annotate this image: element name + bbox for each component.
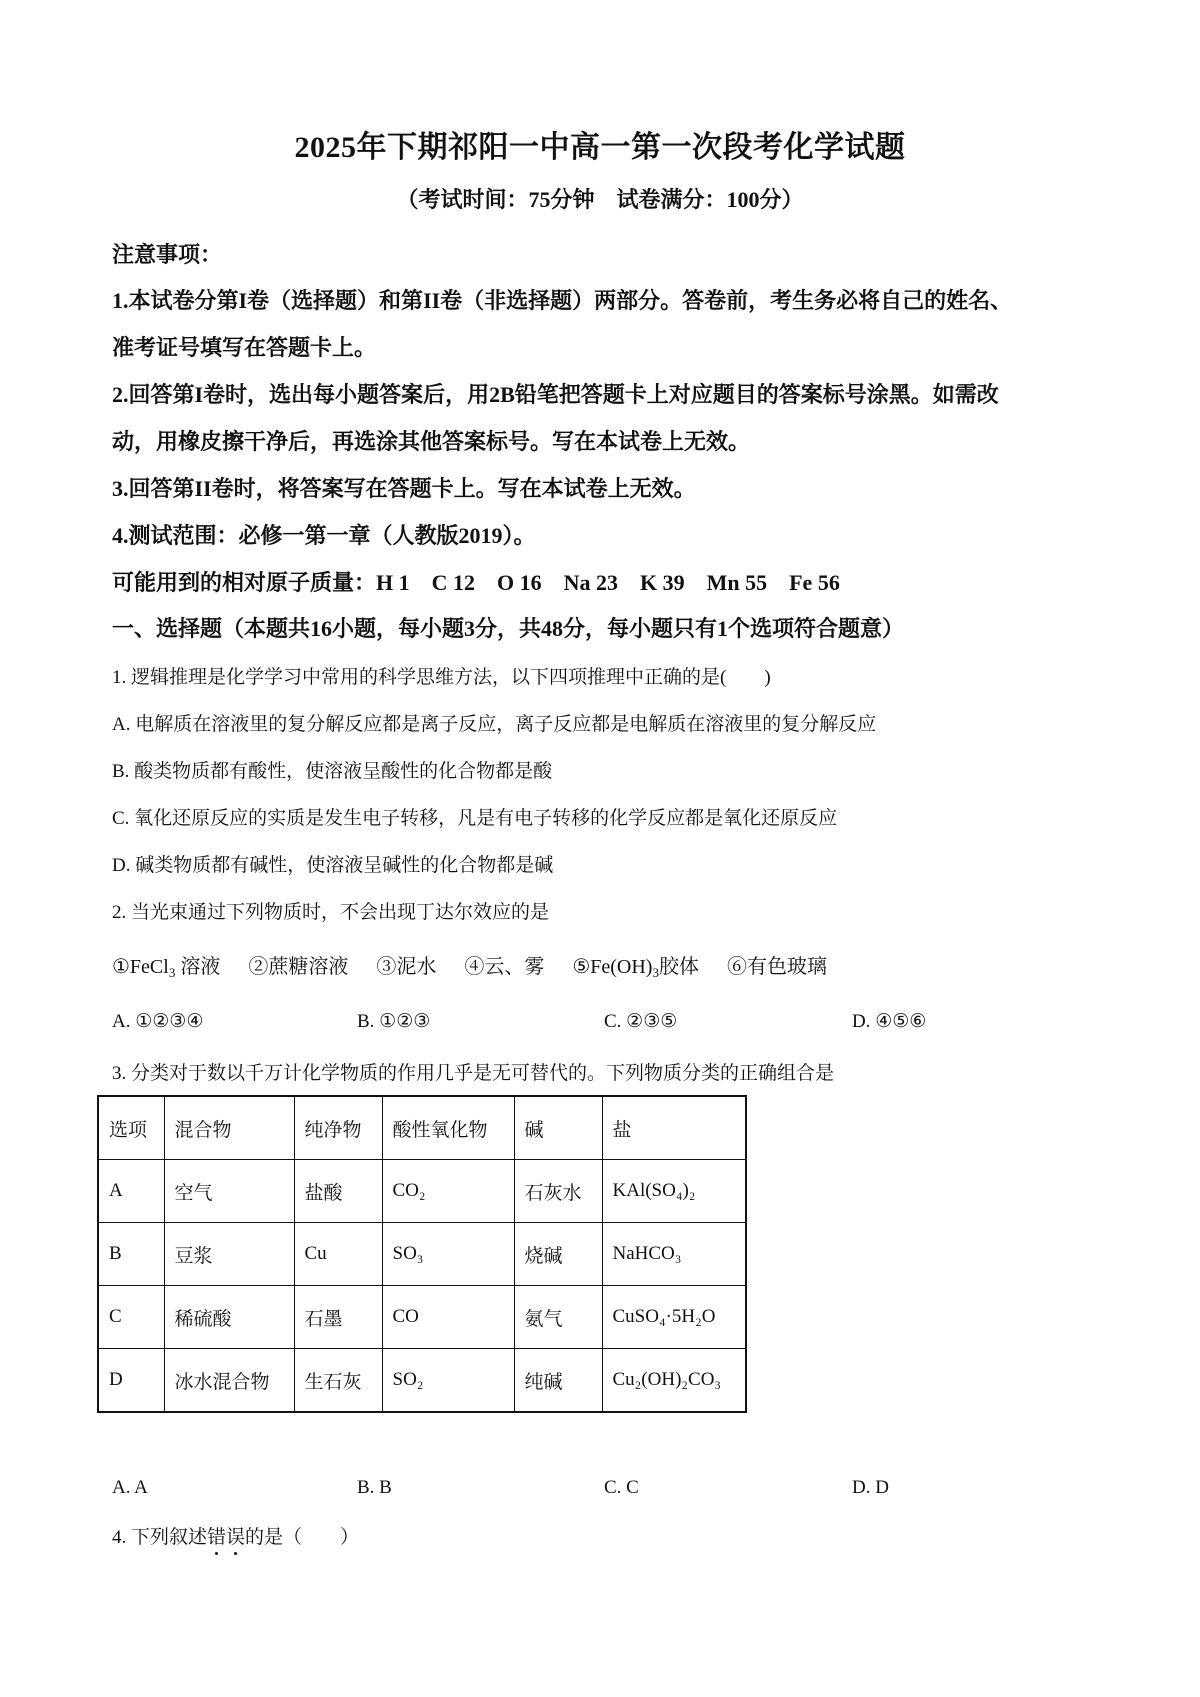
cell-salt: KAl(SO₄)₂	[602, 1160, 746, 1223]
cell-base: 氨气	[514, 1286, 602, 1349]
question-1-option-b: B. 酸类物质都有酸性，使溶液呈酸性的化合物都是酸	[112, 761, 553, 782]
item-3: ③泥水	[376, 956, 437, 978]
cell-base: 纯碱	[514, 1349, 602, 1413]
table-header-row	[98, 1096, 746, 1160]
question-2-option-a: A. ①②③④	[112, 1011, 204, 1032]
cell-option: A	[98, 1160, 164, 1223]
item-1: ①FeCl$_3$ 溶液	[112, 956, 221, 980]
header-cell: 选项	[98, 1096, 164, 1160]
header-cell: 混合物	[164, 1096, 294, 1160]
table-row	[98, 1286, 746, 1349]
note-1-line-2: 准考证号填写在答题卡上。	[112, 335, 377, 360]
cell-acid-oxide: SO₂	[382, 1349, 514, 1413]
page-title: 2025年下期祁阳一中高一第一次段考化学试题	[294, 131, 906, 164]
atomic-masses: 可能用到的相对原子质量：H 1 C 12 O 16 Na 23 K 39 Mn 55 Fe 56	[112, 570, 840, 595]
cell-acid-oxide: SO₃	[382, 1223, 514, 1286]
question-3-option-b: B. B	[357, 1477, 392, 1498]
question-3-option-c: C. C	[604, 1477, 639, 1498]
cell-option: D	[98, 1349, 164, 1413]
cell-pure: 石墨	[294, 1286, 382, 1349]
cell-acid-oxide: CO₂	[382, 1160, 514, 1223]
section-1-heading: 一、选择题（本题共16小题，每小题3分，共48分，每小题只有1个选项符合题意）	[112, 616, 905, 641]
cell-pure: 生石灰	[294, 1349, 382, 1413]
cell-pure: Cu	[294, 1223, 382, 1286]
header-cell: 纯净物	[294, 1096, 382, 1160]
question-2-option-d: D. ④⑤⑥	[852, 1011, 927, 1032]
notes-heading: 注意事项：	[112, 242, 223, 267]
note-2-line-1: 2.回答第I卷时，选出每小题答案后，用2B铅笔把答题卡上对应题目的答案标号涂黑。如需改	[112, 382, 999, 407]
question-2-items	[112, 950, 827, 979]
question-1-option-c: C. 氧化还原反应的实质是发生电子转移，凡是有电子转移的化学反应都是氧化还原反应	[112, 808, 838, 829]
header-cell: 盐	[602, 1096, 746, 1160]
question-1-option-a: A. 电解质在溶液里的复分解反应都是离子反应，离子反应都是电解质在溶液里的复分解反应	[112, 714, 877, 735]
item-5: $⑤Fe(OH)_3$胶体	[572, 956, 699, 980]
cell-acid-oxide: CO	[382, 1286, 514, 1349]
question-4-stem: 4. 下列叙述错误的是（ ）	[112, 1527, 360, 1548]
cell-option: C	[98, 1286, 164, 1349]
cell-salt: CuSO₄·5H₂O	[602, 1286, 746, 1349]
header-cell: 酸性氧化物	[382, 1096, 514, 1160]
classification-table	[97, 1095, 747, 1413]
item-2: ②蔗糖溶液	[248, 956, 349, 978]
cell-salt: Cu₂(OH)₂CO₃	[602, 1349, 746, 1413]
cell-salt: NaHCO₃	[602, 1223, 746, 1286]
question-1-option-d: D. 碱类物质都有碱性，使溶液呈碱性的化合物都是碱	[112, 855, 554, 876]
exam-info: （考试时间：75分钟 试卷满分：100分）	[396, 187, 804, 212]
emphasis-char: 误	[226, 1527, 246, 1548]
note-4: 4.测试范围：必修一第一章（人教版2019）。	[112, 523, 536, 548]
question-2-option-b: B. ①②③	[357, 1011, 431, 1032]
question-3-option-a: A. A	[112, 1477, 148, 1498]
table-row	[98, 1349, 746, 1413]
question-3-stem: 3. 分类对于数以千万计化学物质的作用几乎是无可替代的。下列物质分类的正确组合是	[112, 1063, 835, 1084]
cell-mixture: 空气	[164, 1160, 294, 1223]
item-6: ⑥有色玻璃	[726, 956, 827, 978]
item-4: ④云、雾	[464, 956, 545, 978]
cell-base: 石灰水	[514, 1160, 602, 1223]
note-3: 3.回答第II卷时，将答案写在答题卡上。写在本试卷上无效。	[112, 476, 696, 501]
question-2-option-c: C. ②③⑤	[604, 1011, 678, 1032]
cell-option: B	[98, 1223, 164, 1286]
header-cell: 碱	[514, 1096, 602, 1160]
question-3-option-d: D. D	[852, 1477, 889, 1498]
question-1-stem: 1. 逻辑推理是化学学习中常用的科学思维方法，以下四项推理中正确的是( )	[112, 667, 771, 688]
cell-mixture: 稀硫酸	[164, 1286, 294, 1349]
table-row	[98, 1223, 746, 1286]
note-1-line-1: 1.本试卷分第I卷（选择题）和第II卷（非选择题）两部分。答卷前，考生务必将自己的姓名、	[112, 288, 1013, 313]
emphasis-char: 错	[207, 1527, 227, 1548]
question-2-stem: 2. 当光束通过下列物质时，不会出现丁达尔效应的是	[112, 902, 550, 923]
note-2-line-2: 动，用橡皮擦干净后，再选涂其他答案标号。写在本试卷上无效。	[112, 429, 751, 454]
cell-mixture: 豆浆	[164, 1223, 294, 1286]
cell-base: 烧碱	[514, 1223, 602, 1286]
table-row	[98, 1160, 746, 1223]
cell-pure: 盐酸	[294, 1160, 382, 1223]
cell-mixture: 冰水混合物	[164, 1349, 294, 1413]
